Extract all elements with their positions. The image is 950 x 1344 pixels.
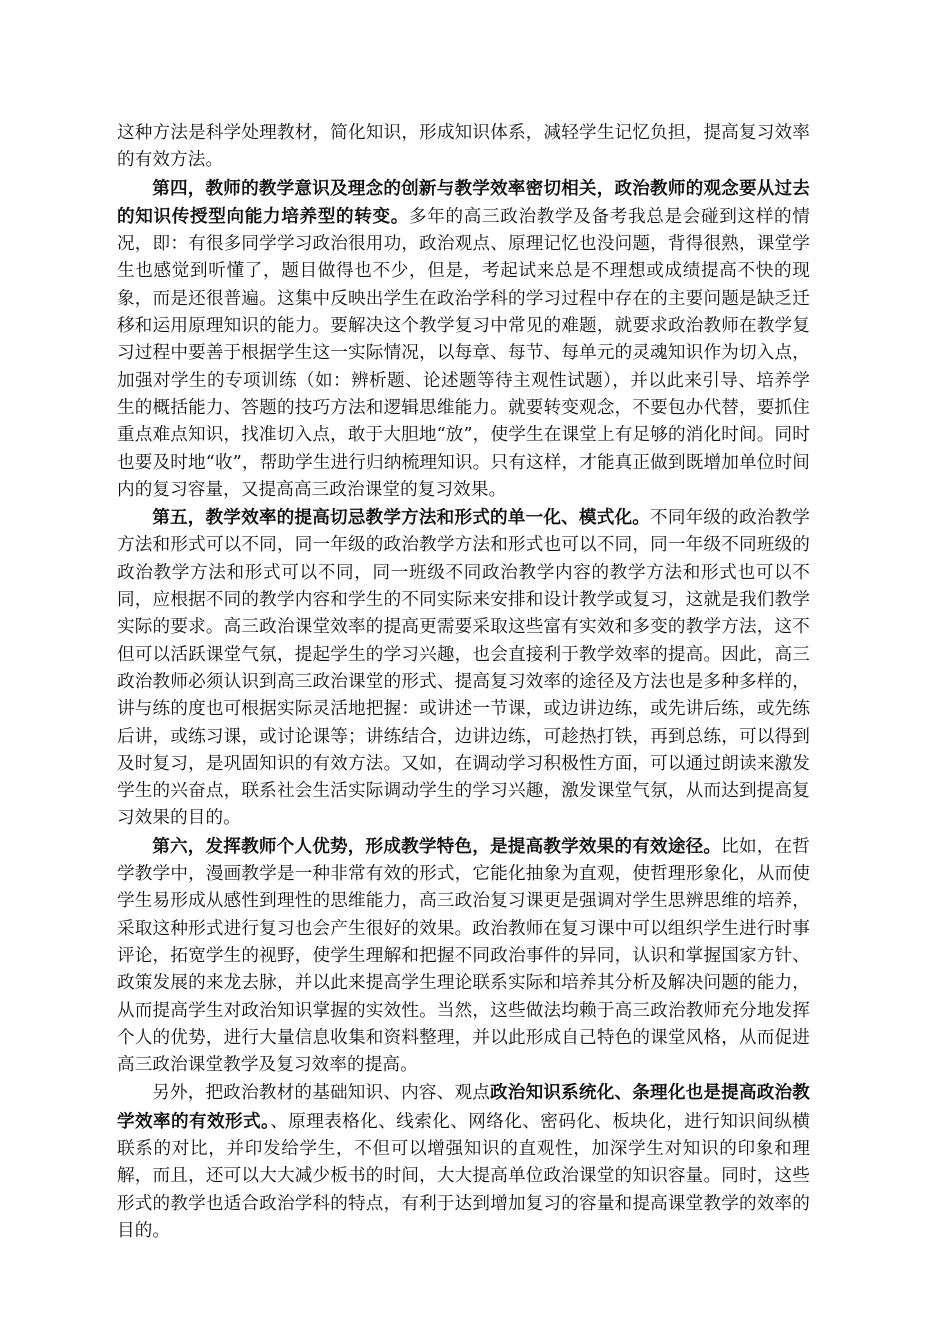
paragraph-text: 这种方法是科学处理教材，简化知识，形成知识体系，减轻学生记忆负担，提高复习效率的有效方法。 bbox=[117, 123, 810, 171]
paragraph-text: 多年的高三政治教学及备考我总是会碰到这样的情况，即：有很多同学学习政治很用功，政治观点、原理记忆也没问题，背得很熟，课堂学生也感觉到听懂了，题目做得也不少，但是，考起试来总是不理想或成绩提高不快的现象，而是还很普遍。这集中反映出学生在政治学科的学习过程中存在的主要问题是缺乏迁移和运用原理知识的能力。要解决这个教学复习中常见的难题，就要求政治教师在教学复习过程中要善于根据学生这一实际情况，以每章、每节、每单元的灵魂知识作为切入点，加强对学生的专项训练（如：辨析题、论述题等待主观性试题），并以此来引导、培养学生的概括能力、答题的技巧方法和逻辑思维能力。就要转变观念，不要包办代替，要抓住重点难点知识，找准切入点，敢于大胆地“放”，使学生在课堂上有足够的消化时间。同时也要及时地“收”，帮助学生进行归纳梳理知识。只有这样，才能真正做到既增加单位时间内的复习容量，又提高高三政治课堂的复习效果。 bbox=[117, 206, 811, 500]
paragraph-method-summary bbox=[117, 120, 810, 175]
paragraph-text: 比如，在哲学教学中，漫画教学是一种非常有效的形式，它能化抽象为直观，使哲理形象化，从而使学生易形成从感性到理性的思维能力，高三政治复习课更是强调对学生思辨思维的培养，采取这种形式进行复习也会产生很好的效果。政治教师在复习课中可以组织学生进行时事评论，拓宽学生的视野，使学生理解和把握不同政治事件的异同，认识和掌握国家方针、政策发展的来龙去脉，并以此来提高学生理论联系实际和培养其分析及解决问题的能力，从而提高学生对政治知识掌握的实效性。当然，这些做法均赖于高三政治教师充分地发挥个人的优势，进行大量信息收集和资料整理，并以此形成自己特色的课堂风格，从而促进高三政治课堂教学及复习效率的提高。 bbox=[117, 836, 810, 1076]
paragraph-point-six bbox=[117, 833, 810, 1080]
paragraph-heading: 第六，发挥教师个人优势，形成教学特色，是提高教学效果的有效途径。 bbox=[152, 835, 722, 857]
paragraph-heading: 第五，教学效率的提高切忌教学方法和形式的单一化、模式化。 bbox=[152, 507, 651, 529]
paragraph-text: 不同年级的政治教学方法和形式可以不同，同一年级的政治教学方法和形式也可以不同，同一年级不同班级的政治教学方法和形式可以不同，同一班级不同政治教学内容的教学方法和形式也可以不同，应根据不同的教学内容和学生的不同实际来安排和设计教学或复习，这就是我们教学实际的要求。高三政治课堂效率的提高更需要采取这些富有实效和多变的教学方法，这不但可以活跃课堂气氛，提起学生的学习兴趣，也会直接利于教学效率的提高。因此，高三政治教师必须认识到高三政治课堂的形式、提高复习效率的途径及方法也是多种多样的，讲与练的度也可根据实际灵活地把握：或讲述一节课，或边讲边练，或先讲后练，或先练后讲，或练习课，或讨论课等；讲练结合，边讲边练，可趁热打铁，再到总练，可以得到及时复习，是巩固知识的有效方法。又如，在调动学习积极性方面，可以通过朗读来激发学生的兴奋点，联系社会生活实际调动学生的学习兴趣，激发课堂气氛，从而达到提高复习效果的目的。 bbox=[117, 508, 810, 829]
paragraph-additional bbox=[117, 1079, 810, 1245]
paragraph-point-five bbox=[117, 504, 810, 833]
paragraph-text: 、原理表格化、线索化、网络化、密码化、板块化，进行知识间纵横联系的对比，并印发给学生，不但可以增强知识的直观性，加深学生对知识的印象和理解，而且，还可以大大减少板书的时间，大大提高单位政治课堂的知识容量。同时，这些形式的教学也适合政治学科的特点，有利于达到增加复习的容量和提高课堂教学的效率的目的。 bbox=[117, 1111, 810, 1241]
paragraph-emphasis: 政治知识系统化、条理化也是提高政治教学效率的有效形式。 bbox=[117, 1082, 810, 1132]
paragraph-text: 另外，把政治教材的基础知识、内容、观点 bbox=[152, 1083, 491, 1104]
paragraph-heading: 第四，教师的教学意识及理念的创新与教学效率密切相关，政治教师的观念要从过去的知识传授型向能力培养型的转变。 bbox=[117, 177, 810, 227]
document-body bbox=[117, 120, 810, 1245]
paragraph-point-four bbox=[117, 175, 810, 505]
